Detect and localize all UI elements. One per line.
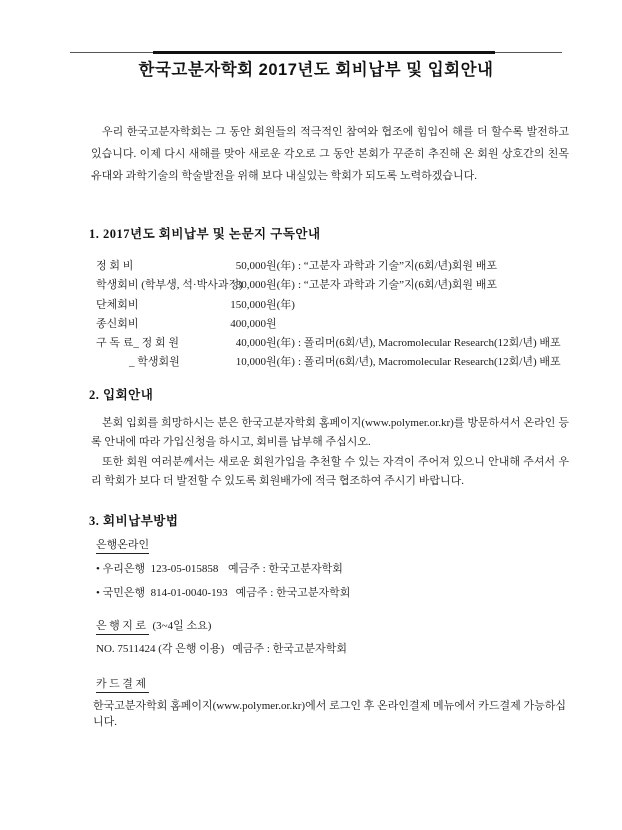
bank-account-list <box>96 556 350 604</box>
fee-table <box>96 257 561 373</box>
giro-heading-note: (3~4일 소요) <box>152 620 212 632</box>
fee-amount: 30,000 <box>235 279 266 292</box>
card-payment-heading-label: 카드결제 <box>96 675 149 693</box>
fee-unit: 원 <box>266 317 277 330</box>
card-payment-text: 한국고분자학회 홈페이지(www.polymer.or.kr)에서 로그인 후 온라인결제 메뉴에서 카드결제 가능하십니다. <box>93 700 566 728</box>
list-item <box>96 556 350 580</box>
table-row <box>96 257 561 276</box>
title-rule-thick <box>153 51 495 54</box>
fee-description: : 폴리머(6회/년), Macromolecular Research(12회/년) 배포 <box>297 337 561 350</box>
fee-amount: 40,000 <box>235 337 266 350</box>
fee-unit: 원(年) <box>266 260 295 272</box>
list-item <box>96 580 350 604</box>
fee-amount: 400,000 <box>230 317 266 330</box>
giro-heading <box>96 616 211 635</box>
table-row <box>96 276 561 295</box>
section2-body <box>91 414 569 491</box>
fee-label: 구 독 료_ 정 회 원 <box>96 337 180 350</box>
table-row <box>96 334 561 353</box>
intro-text: 우리 한국고분자학회는 그 동안 회원들의 적극적인 참여와 협조에 힘입어 해를 더 할수록 발전하고 있습니다. 이제 다시 새해를 맞아 새로운 각오로 그 동안 본회가 꾸준히 추진해 온 회원 상호간의 친목유대와 과학기술의 학술발전을 위해 보다 내실있는 학회가 되도록 노력하겠습니다. <box>91 126 569 182</box>
page-title: 한국고분자학회 2017년도 회비납부 및 입회안내 <box>138 61 494 79</box>
account-holder: 예금주 : 한국고분자학회 <box>235 587 351 599</box>
section1-heading: 1. 2017년도 회비납부 및 논문지 구독안내 <box>89 227 321 241</box>
fee-unit: 원(年) <box>266 298 295 311</box>
membership-paragraph-1: 본회 입회를 희망하시는 분은 한국고분자학회 홈페이지(www.polymer.or.kr)를 방문하셔서 온라인 등록 안내에 따라 가입신청을 하시고, 회비를 납부해 주십시오. <box>91 417 569 449</box>
table-row <box>96 315 561 334</box>
fee-amount: 150,000 <box>230 298 266 311</box>
card-payment-heading <box>96 674 149 693</box>
account-holder: 예금주 : 한국고분자학회 <box>232 643 348 655</box>
fee-description: : “고분자 과학과 기술”지(6회/년)회원 배포 <box>297 260 498 272</box>
fee-label: 단체회비 <box>96 298 139 311</box>
section3-heading: 3. 회비납부방법 <box>89 514 179 528</box>
fee-description: : 폴리머(6회/년), Macromolecular Research(12회/년) 배포 <box>297 356 561 369</box>
title-rule-thin-right <box>495 52 562 53</box>
fee-unit: 원(年) <box>266 337 295 350</box>
table-row <box>96 353 561 372</box>
bank-online-heading <box>96 535 149 554</box>
table-row <box>96 296 561 315</box>
bank-online-heading-label: 은행온라인 <box>96 536 149 554</box>
fee-amount: 50,000 <box>235 260 266 272</box>
fee-label: 정 회 비 <box>96 260 134 272</box>
giro-account-line <box>96 640 347 656</box>
bank-account-number: • 우리은행 123-05-015858 <box>96 563 219 575</box>
title-rule-thin-left <box>70 52 153 53</box>
membership-paragraph-2: 또한 회원 여러분께서는 새로운 회원가입을 추천할 수 있는 자격이 주어져 있으니 안내해 주셔서 우리 학회가 보다 더 발전할 수 있도록 회원배가에 적극 협조하여 주시기 바랍니다. <box>91 455 569 487</box>
fee-label: 종신회비 <box>96 317 139 330</box>
fee-amount: 10,000 <box>235 356 266 369</box>
intro-paragraph <box>91 121 569 187</box>
account-holder: 예금주 : 한국고분자학회 <box>228 563 343 575</box>
section2-heading: 2. 입회안내 <box>89 388 154 402</box>
fee-unit: 원(年) <box>266 279 295 292</box>
fee-unit: 원(年) <box>266 356 295 369</box>
giro-heading-label: 은행지로 <box>96 617 149 635</box>
bank-account-number: • 국민은행 814-01-0040-193 <box>96 587 228 599</box>
fee-label: 학생회비 (학부생, 석·박사과정) <box>96 279 243 292</box>
fee-description: : “고분자 과학과 기술”지(6회/년)회원 배포 <box>297 279 498 292</box>
fee-label: _ 학생회원 <box>96 356 180 369</box>
giro-number: NO. 7511424 (각 은행 이용) <box>96 643 225 655</box>
title-rule <box>70 51 562 54</box>
